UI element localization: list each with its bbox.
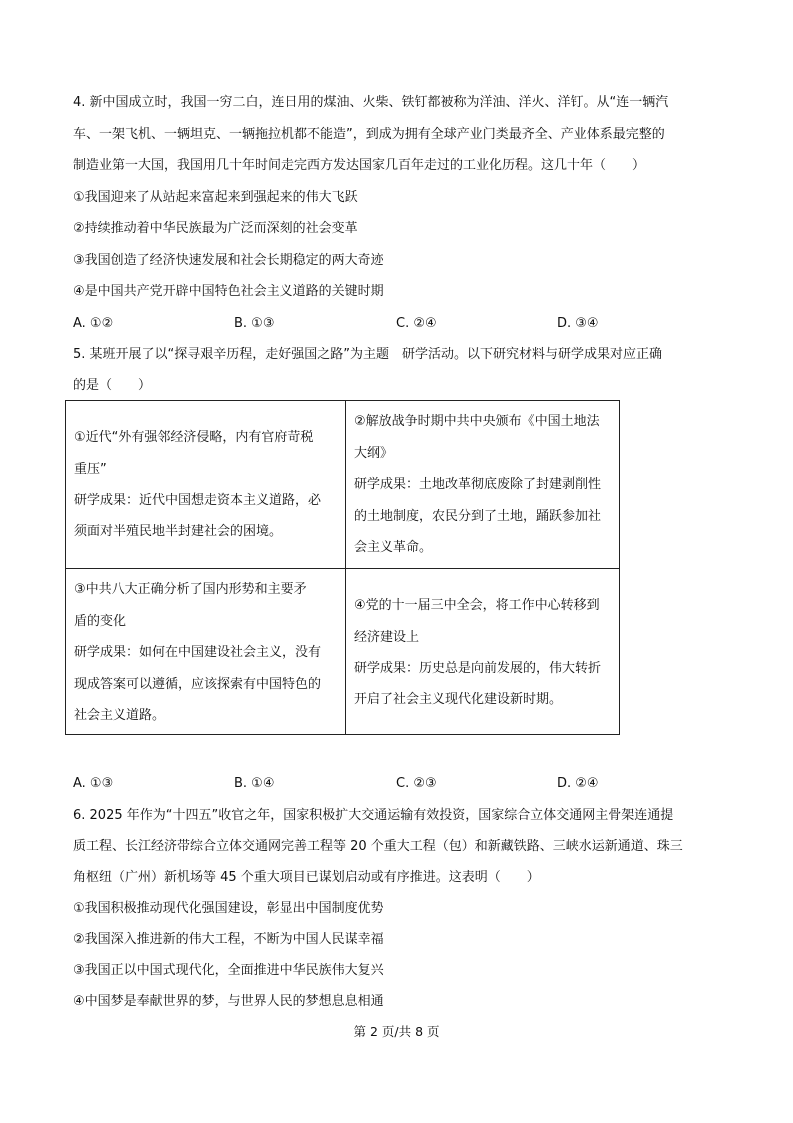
q5-stem-line-2: 的是（ ） [73, 378, 152, 393]
table-cell-1 [66, 401, 345, 568]
q4-statement-4: ④是中国共产党开辟中国特色社会主义道路的关键时期 [73, 284, 384, 299]
q4-statement-3: ③我国创造了经济快速发展和社会长期稳定的两大奇迹 [73, 253, 384, 268]
q4-stem-line-1: 4. 新中国成立时，我国一穷二白，连日用的煤油、火柴、铁钉都被称为洋油、洋火、洋钉。从“连一辆汽 [73, 95, 669, 110]
cell-4-line-3: 研学成果：历史总是向前发展的，伟大转折 [354, 661, 602, 676]
q4-options [73, 315, 733, 333]
q4-stem-line-2: 车、一架飞机、一辆坦克、一辆拖拉机都不能造”，到成为拥有全球产业门类最齐全、产业体系最完整的 [73, 127, 665, 142]
page-footer: 第 2 页/共 8 页 [353, 1024, 440, 1039]
q4-statement-1: ①我国迎来了从站起来富起来到强起来的伟大飞跃 [73, 190, 358, 205]
q5-option-b: B. ①④ [234, 776, 275, 791]
q6-stem-line-2: 质工程、长江经济带综合立体交通网完善工程等 20 个重大工程（包）和新藏铁路、三峡水运新通道、珠三 [73, 839, 683, 854]
q5-options [73, 775, 733, 793]
table-cell-2 [346, 401, 620, 568]
cell-1-line-2: 重压” [74, 462, 107, 477]
cell-4-line-1: ④党的十一届三中全会，将工作中心转移到 [354, 598, 600, 613]
cell-2-line-2: 大纲》 [354, 446, 394, 461]
table-cell-3 [66, 569, 345, 735]
q5-option-c: C. ②③ [396, 776, 437, 791]
cell-2-line-4: 的土地制度，农民分到了土地，踊跃参加社 [354, 509, 602, 524]
cell-2-line-3: 研学成果：土地改革彻底废除了封建剥削性 [354, 477, 602, 492]
q5-option-a: A. ①③ [73, 776, 114, 791]
q4-statement-2: ②持续推动着中华民族最为广泛而深刻的社会变革 [73, 221, 358, 236]
cell-4-line-2: 经济建设上 [354, 630, 420, 645]
cell-1-line-3: 研学成果：近代中国想走资本主义道路，必 [74, 493, 322, 508]
q4-option-d: D. ③④ [557, 316, 599, 331]
q4-option-b: B. ①③ [234, 316, 275, 331]
q5-option-d: D. ②④ [557, 776, 599, 791]
cell-3-line-2: 盾的变化 [74, 614, 127, 629]
q6-statement-3: ③我国正以中国式现代化，全面推进中华民族伟大复兴 [73, 963, 384, 978]
cell-1-line-4: 须面对半殖民地半封建社会的困境。 [74, 524, 283, 539]
q6-statement-4: ④中国梦是奉献世界的梦，与世界人民的梦想息息相通 [73, 994, 384, 1009]
cell-4-line-4: 开启了社会主义现代化建设新时期。 [354, 692, 563, 707]
q5-stem-line-1: 5. 某班开展了以“探寻艰辛历程，走好强国之路”为主题 研学活动。以下研究材料与研学成果对应正确 [73, 347, 663, 362]
q4-option-c: C. ②④ [396, 316, 437, 331]
table-cell-4 [346, 569, 620, 735]
cell-3-line-4: 现成答案可以遵循，应该探索有中国特色的 [74, 677, 322, 692]
q6-statement-2: ②我国深入推进新的伟大工程，不断为中国人民谋幸福 [73, 932, 384, 947]
q4-option-a: A. ①② [73, 316, 114, 331]
q6-stem-line-1: 6. 2025 年作为“十四五”收官之年，国家积极扩大交通运输有效投资，国家综合立体交通网主骨架连通提 [73, 808, 674, 823]
q5-material-table [65, 400, 620, 735]
q6-statement-1: ①我国积极推动现代化强国建设，彰显出中国制度优势 [73, 901, 384, 916]
cell-3-line-3: 研学成果：如何在中国建设社会主义，没有 [74, 645, 322, 660]
cell-3-line-1: ③中共八大正确分析了国内形势和主要矛 [74, 582, 307, 597]
q4-stem-line-3: 制造业第一大国，我国用几十年时间走完西方发达国家几百年走过的工业化历程。这几十年（ ） [73, 158, 646, 173]
cell-3-line-5: 社会主义道路。 [74, 708, 166, 723]
cell-2-line-1: ②解放战争时期中共中央颁布《中国土地法 [354, 414, 600, 429]
cell-2-line-5: 会主义革命。 [354, 540, 433, 555]
q6-stem-line-3: 角枢纽（广州）新机场等 45 个重大项目已谋划启动或有序推进。这表明（ ） [73, 870, 540, 885]
cell-1-line-1: ①近代“外有强邻经济侵略，内有官府苛税 [74, 430, 314, 445]
